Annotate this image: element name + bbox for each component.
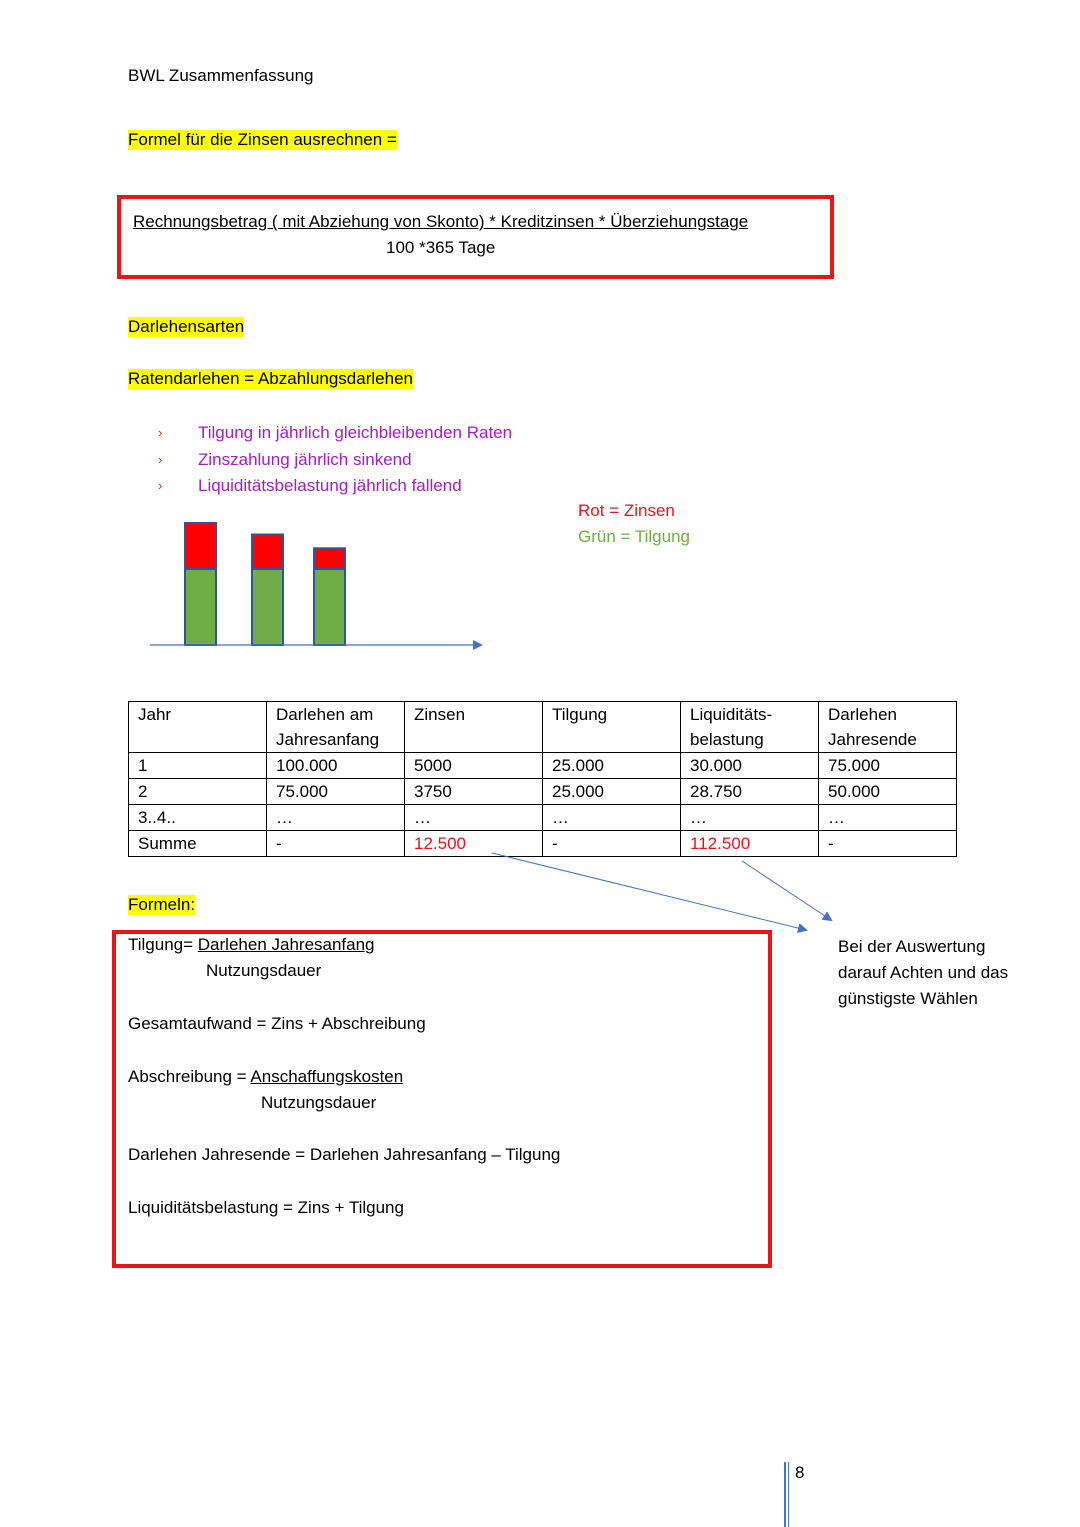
table-cell: 75.000 (267, 779, 405, 805)
table-cell: … (819, 805, 957, 831)
document-title: BWL Zusammenfassung (128, 66, 314, 85)
zinsen-formula-denominator: 100 *365 Tage (386, 238, 496, 257)
zinsen-formula-box (117, 195, 834, 279)
zinsen-bar (314, 548, 345, 569)
arrow-from-zinsen-sum (492, 853, 806, 930)
formeln-heading: Formeln: (128, 895, 196, 914)
table-cell: 50.000 (819, 779, 957, 805)
table-row (129, 805, 957, 831)
table-cell: 3750 (405, 779, 543, 805)
table-header-row (129, 702, 957, 753)
tilgung-formula-label: Tilgung= (128, 935, 198, 954)
ratendarlehen-heading: Ratendarlehen = Abzahlungsdarlehen (128, 369, 413, 388)
tilgung-bar (252, 569, 283, 645)
zinsen-bar (252, 535, 283, 570)
page-number-rule (784, 1462, 786, 1527)
header-cell-darlehen-jahresende: Darlehen Jahresende (819, 702, 957, 753)
table-cell: 3..4.. (129, 805, 267, 831)
chevron-right-icon: › (158, 478, 163, 493)
liquiditaetsbelastung-formula: Liquiditätsbelastung = Zins + Tilgung (128, 1198, 404, 1217)
repayment-bar-sketch (145, 515, 505, 655)
abschreibung-formula-numerator: Anschaffungskosten (250, 1067, 404, 1086)
abschreibung-formula-label: Abschreibung = (128, 1067, 251, 1086)
tilgung-bar (314, 569, 345, 645)
note-line: darauf Achten und das (838, 963, 1009, 982)
table-cell: … (543, 805, 681, 831)
legend-zinsen: Rot = Zinsen (578, 501, 675, 520)
zinsen-formula-numerator: Rechnungsbetrag ( mit Abziehung von Skonto) * Kreditzinsen * Überziehungstage (133, 212, 749, 231)
header-cell-zinsen: Zinsen (405, 702, 543, 753)
table-cell: 2 (129, 779, 267, 805)
chevron-right-icon: › (158, 451, 163, 467)
table-cell: - (267, 831, 405, 857)
arrow-from-liquiditaet-sum (742, 861, 831, 920)
zinsen-formula-heading: Formel für die Zinsen ausrechnen = (128, 130, 397, 149)
note-line: Bei der Auswertung (838, 937, 986, 956)
table-cell: 75.000 (819, 753, 957, 779)
header-cell-liquiditaetsbelastung: Liquiditäts- belastung (681, 702, 819, 753)
bullet-text: Liquiditätsbelastung jährlich fallend (198, 476, 462, 495)
tilgung-bar (185, 569, 216, 645)
tilgung-formula (128, 935, 375, 955)
x-axis-arrow-icon (473, 640, 483, 650)
table-row-summe (129, 831, 957, 857)
header-cell-darlehen-jahresanfang: Darlehen am Jahresanfang (267, 702, 405, 753)
table-cell: - (819, 831, 957, 857)
bullet-item (158, 447, 512, 474)
table-cell: 25.000 (543, 779, 681, 805)
bullet-item (158, 420, 512, 447)
table-row (129, 779, 957, 805)
page-number-rule (788, 1462, 789, 1527)
table-cell: 28.750 (681, 779, 819, 805)
bullet-text: Zinszahlung jährlich sinkend (198, 449, 412, 469)
note-line: günstigste Wählen (838, 989, 978, 1008)
page-number: 8 (795, 1463, 805, 1482)
table-cell: … (267, 805, 405, 831)
header-cell-jahr: Jahr (129, 702, 267, 753)
summe-liquiditaet-cell: 112.500 (681, 831, 819, 857)
gesamtaufwand-formula: Gesamtaufwand = Zins + Abschreibung (128, 1014, 426, 1033)
darlehensarten-heading: Darlehensarten (128, 317, 245, 336)
legend-tilgung: Grün = Tilgung (578, 527, 690, 546)
table-cell: 1 (129, 753, 267, 779)
table-cell: - (543, 831, 681, 857)
chevron-right-icon: › (158, 425, 163, 440)
ratendarlehen-bullet-list (158, 420, 512, 500)
darlehen-jahresende-formula: Darlehen Jahresende = Darlehen Jahresanfang – Tilgung (128, 1145, 561, 1164)
bullet-text: Tilgung in jährlich gleichbleibenden Raten (198, 423, 513, 442)
abschreibung-formula (128, 1067, 403, 1087)
ratendarlehen-table (128, 701, 957, 857)
zinsen-bar (185, 523, 216, 569)
tilgung-formula-numerator: Darlehen Jahresanfang (197, 935, 375, 954)
table-cell: Summe (129, 831, 267, 857)
summe-zinsen-cell: 12.500 (405, 831, 543, 857)
tilgung-formula-denominator: Nutzungsdauer (206, 961, 322, 980)
table-cell: 30.000 (681, 753, 819, 779)
bullet-item (158, 473, 512, 500)
table-cell: 25.000 (543, 753, 681, 779)
table-row (129, 753, 957, 779)
table-cell: … (405, 805, 543, 831)
table-cell: 5000 (405, 753, 543, 779)
table-cell: … (681, 805, 819, 831)
table-cell: 100.000 (267, 753, 405, 779)
abschreibung-formula-denominator: Nutzungsdauer (261, 1093, 377, 1112)
header-cell-tilgung: Tilgung (543, 702, 681, 753)
